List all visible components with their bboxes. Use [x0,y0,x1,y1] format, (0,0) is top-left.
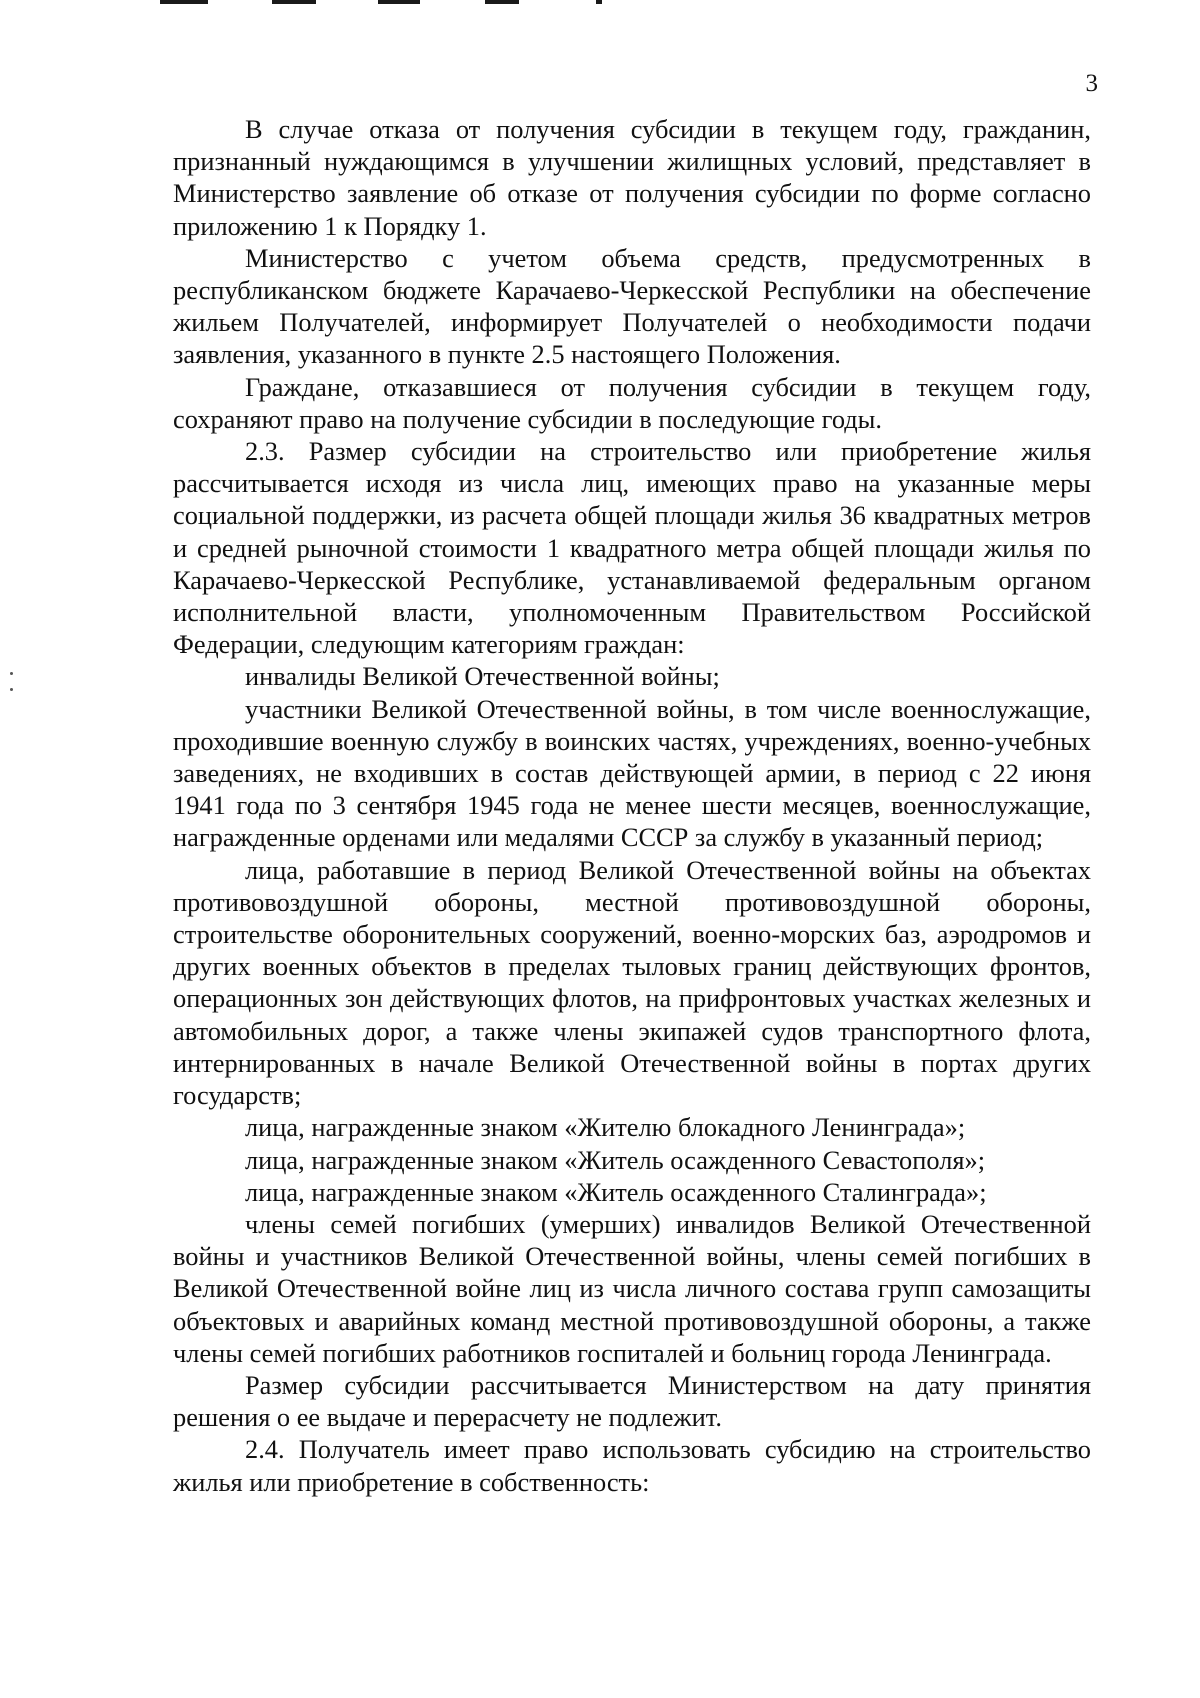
list-item: участники Великой Отечественной войны, в том числе военнослужащие, проходившие военную службу в воинских частях, учреждениях, военно-учебных заведениях, не входивших в состав действующей армии, в период с 22 июня 1941 года по 3 сентября 1945 года не менее шести месяцев, военнослужащие, награжденные орденами или медалями СССР за службу в указанный период; [173,693,1091,853]
list-item: члены семей погибших (умерших) инвалидов Великой Отечественной войны и участников Великой Отечественной войны, члены семей погибших в Великой Отечественной войне лиц из числа личного состава групп самозащиты объектовых и аварийных команд местной противовоздушной обороны, а также члены семей погибших работников госпиталей и больниц города Ленинграда. [173,1208,1091,1368]
document-body [173,113,1091,1498]
scan-mark [485,0,519,4]
paragraph: 2.4. Получатель имеет право использовать субсидию на строительство жилья или приобретение в собственность: [173,1434,1091,1497]
page-number: 3 [1085,70,1098,97]
scan-mark [272,0,316,4]
list-item: лица, награжденные знаком «Житель осажденного Сталинграда»; [245,1176,987,1207]
paragraph: В случае отказа от получения субсидии в текущем году, гражданин, признанный нуждающимся в улучшении жилищных условий, представляет в Министерство заявление об отказе от получения субсидии по форме согласно приложению 1 к Порядку 1. [173,114,1091,241]
list-item: инвалиды Великой Отечественной войны; [245,661,720,692]
paragraph: Размер субсидии рассчитывается Министерством на дату принятия решения о ее выдаче и перерасчету не подлежит. [173,1369,1091,1433]
paragraph: 2.3. Размер субсидии на строительство или приобретение жилья рассчитывается исходя из числа лиц, имеющих право на указанные меры социальной поддержки, из расчета общей площади жилья 36 квадратных метров и средней рыночной стоимости 1 квадратного метра общей площади жилья по Карачаево-Черкесской Республике, устанавливаемой федеральным органом исполнительной власти, уполномоченным Правительством Российской Федерации, следующим категориям граждан: [173,436,1091,660]
list-item: лица, награжденные знаком «Жителю блокадного Ленинграда»; [245,1112,966,1143]
list-item: лица, награжденные знаком «Житель осажденного Севастополя»; [245,1144,986,1175]
scan-mark [160,0,208,4]
paragraph: Министерство с учетом объема средств, предусмотренных в республиканском бюджете Карачаево-Черкесской Республики на обеспечение жильем Получателей, информирует Получателей о необходимости подачи заявления, указанного в пункте 2.5 настоящего Положения. [173,242,1091,370]
paragraph: Граждане, отказавшиеся от получения субсидии в текущем году, сохраняют право на получение субсидии в последующие годы. [173,371,1091,434]
scan-mark [596,0,602,4]
scan-dot [10,672,13,675]
scan-mark [378,0,420,4]
scan-dot [10,688,13,691]
list-item: лица, работавшие в период Великой Отечественной войны на объектах противовоздушной обороны, местной противовоздушной обороны, строительстве оборонительных сооружений, военно-морских баз, аэродромов и других военных объектов в пределах тыловых границ действующих фронтов, операционных зон действующих флотов, на прифронтовых участках железных и автомобильных дорог, а также члены экипажей судов транспортного флота, интернированных в начале Великой Отечественной войны в портах других государств; [173,854,1091,1111]
